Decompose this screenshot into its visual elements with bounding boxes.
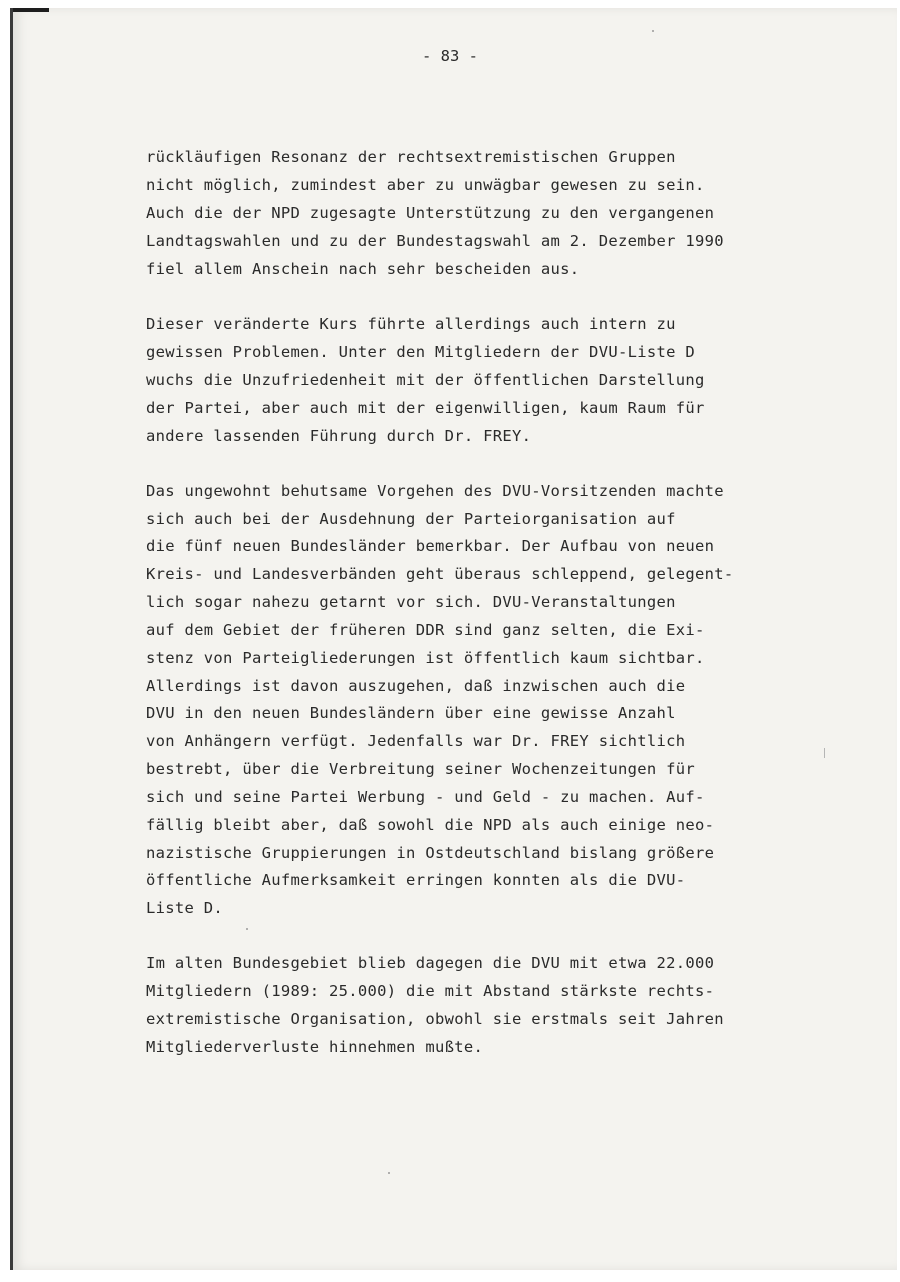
text-line: sich und seine Partei Werbung - und Geld - zu machen. Auf- — [146, 788, 705, 806]
text-line: Dieser veränderte Kurs führte allerdings auch intern zu — [146, 315, 676, 333]
body-text — [146, 0, 846, 1056]
text-line: auf dem Gebiet der früheren DDR sind ganz selten, die Exi- — [146, 621, 705, 639]
text-line: Landtagswahlen und zu der Bundestagswahl am 2. Dezember 1990 — [146, 232, 724, 250]
text-line: Das ungewohnt behutsame Vorgehen des DVU-Vorsitzenden machte — [146, 482, 724, 500]
text-line: wuchs die Unzufriedenheit mit der öffentlichen Darstellung — [146, 371, 705, 389]
page-number: - 83 - — [422, 47, 478, 65]
text-line: lich sogar nahezu getarnt vor sich. DVU-Veranstaltungen — [146, 593, 676, 611]
scan-edge-mark — [13, 8, 49, 12]
text-line: nicht möglich, zumindest aber zu unwägbar gewesen zu sein. — [146, 176, 705, 194]
text-line: stenz von Parteigliederungen ist öffentlich kaum sichtbar. — [146, 649, 705, 667]
text-line: von Anhängern verfügt. Jedenfalls war Dr. FREY sichtlich — [146, 732, 686, 750]
text-line: gewissen Problemen. Unter den Mitgliedern der DVU-Liste D — [146, 343, 696, 361]
text-line: Mitgliedern (1989: 25.000) die mit Abstand stärkste rechts- — [146, 982, 715, 1000]
text-line: Auch die der NPD zugesagte Unterstützung zu den vergangenen — [146, 204, 715, 222]
text-line: Mitgliederverluste hinnehmen mußte. — [146, 1038, 484, 1056]
text-line: die fünf neuen Bundesländer bemerkbar. Der Aufbau von neuen — [146, 537, 715, 555]
text-line: fiel allem Anschein nach sehr bescheiden aus. — [146, 260, 580, 278]
text-line: Im alten Bundesgebiet blieb dagegen die DVU mit etwa 22.000 — [146, 954, 715, 972]
scan-speck — [246, 928, 248, 930]
text-line: Allerdings ist davon auszugehen, daß inzwischen auch die — [146, 677, 686, 695]
text-line: sich auch bei der Ausdehnung der Parteiorganisation auf — [146, 510, 676, 528]
text-line: andere lassenden Führung durch Dr. FREY. — [146, 427, 532, 445]
text-line: nazistische Gruppierungen in Ostdeutschland bislang größere — [146, 844, 715, 862]
text-line: rückläufigen Resonanz der rechtsextremistischen Gruppen — [146, 148, 676, 166]
scan-speck — [388, 1172, 390, 1174]
text-line: Liste D. — [146, 899, 224, 917]
text-line: fällig bleibt aber, daß sowohl die NPD als auch einige neo- — [146, 816, 715, 834]
text-line: der Partei, aber auch mit der eigenwilligen, kaum Raum für — [146, 399, 705, 417]
scan-speck — [824, 748, 825, 758]
text-line: DVU in den neuen Bundesländern über eine gewisse Anzahl — [146, 704, 676, 722]
text-line: öffentliche Aufmerksamkeit erringen konnten als die DVU- — [146, 871, 686, 889]
text-line: bestrebt, über die Verbreitung seiner Wochenzeitungen für — [146, 760, 696, 778]
text-line: extremistische Organisation, obwohl sie erstmals seit Jahren — [146, 1010, 724, 1028]
scan-speck — [652, 30, 654, 32]
text-line: Kreis- und Landesverbänden geht überaus schleppend, gelegent- — [146, 565, 734, 583]
